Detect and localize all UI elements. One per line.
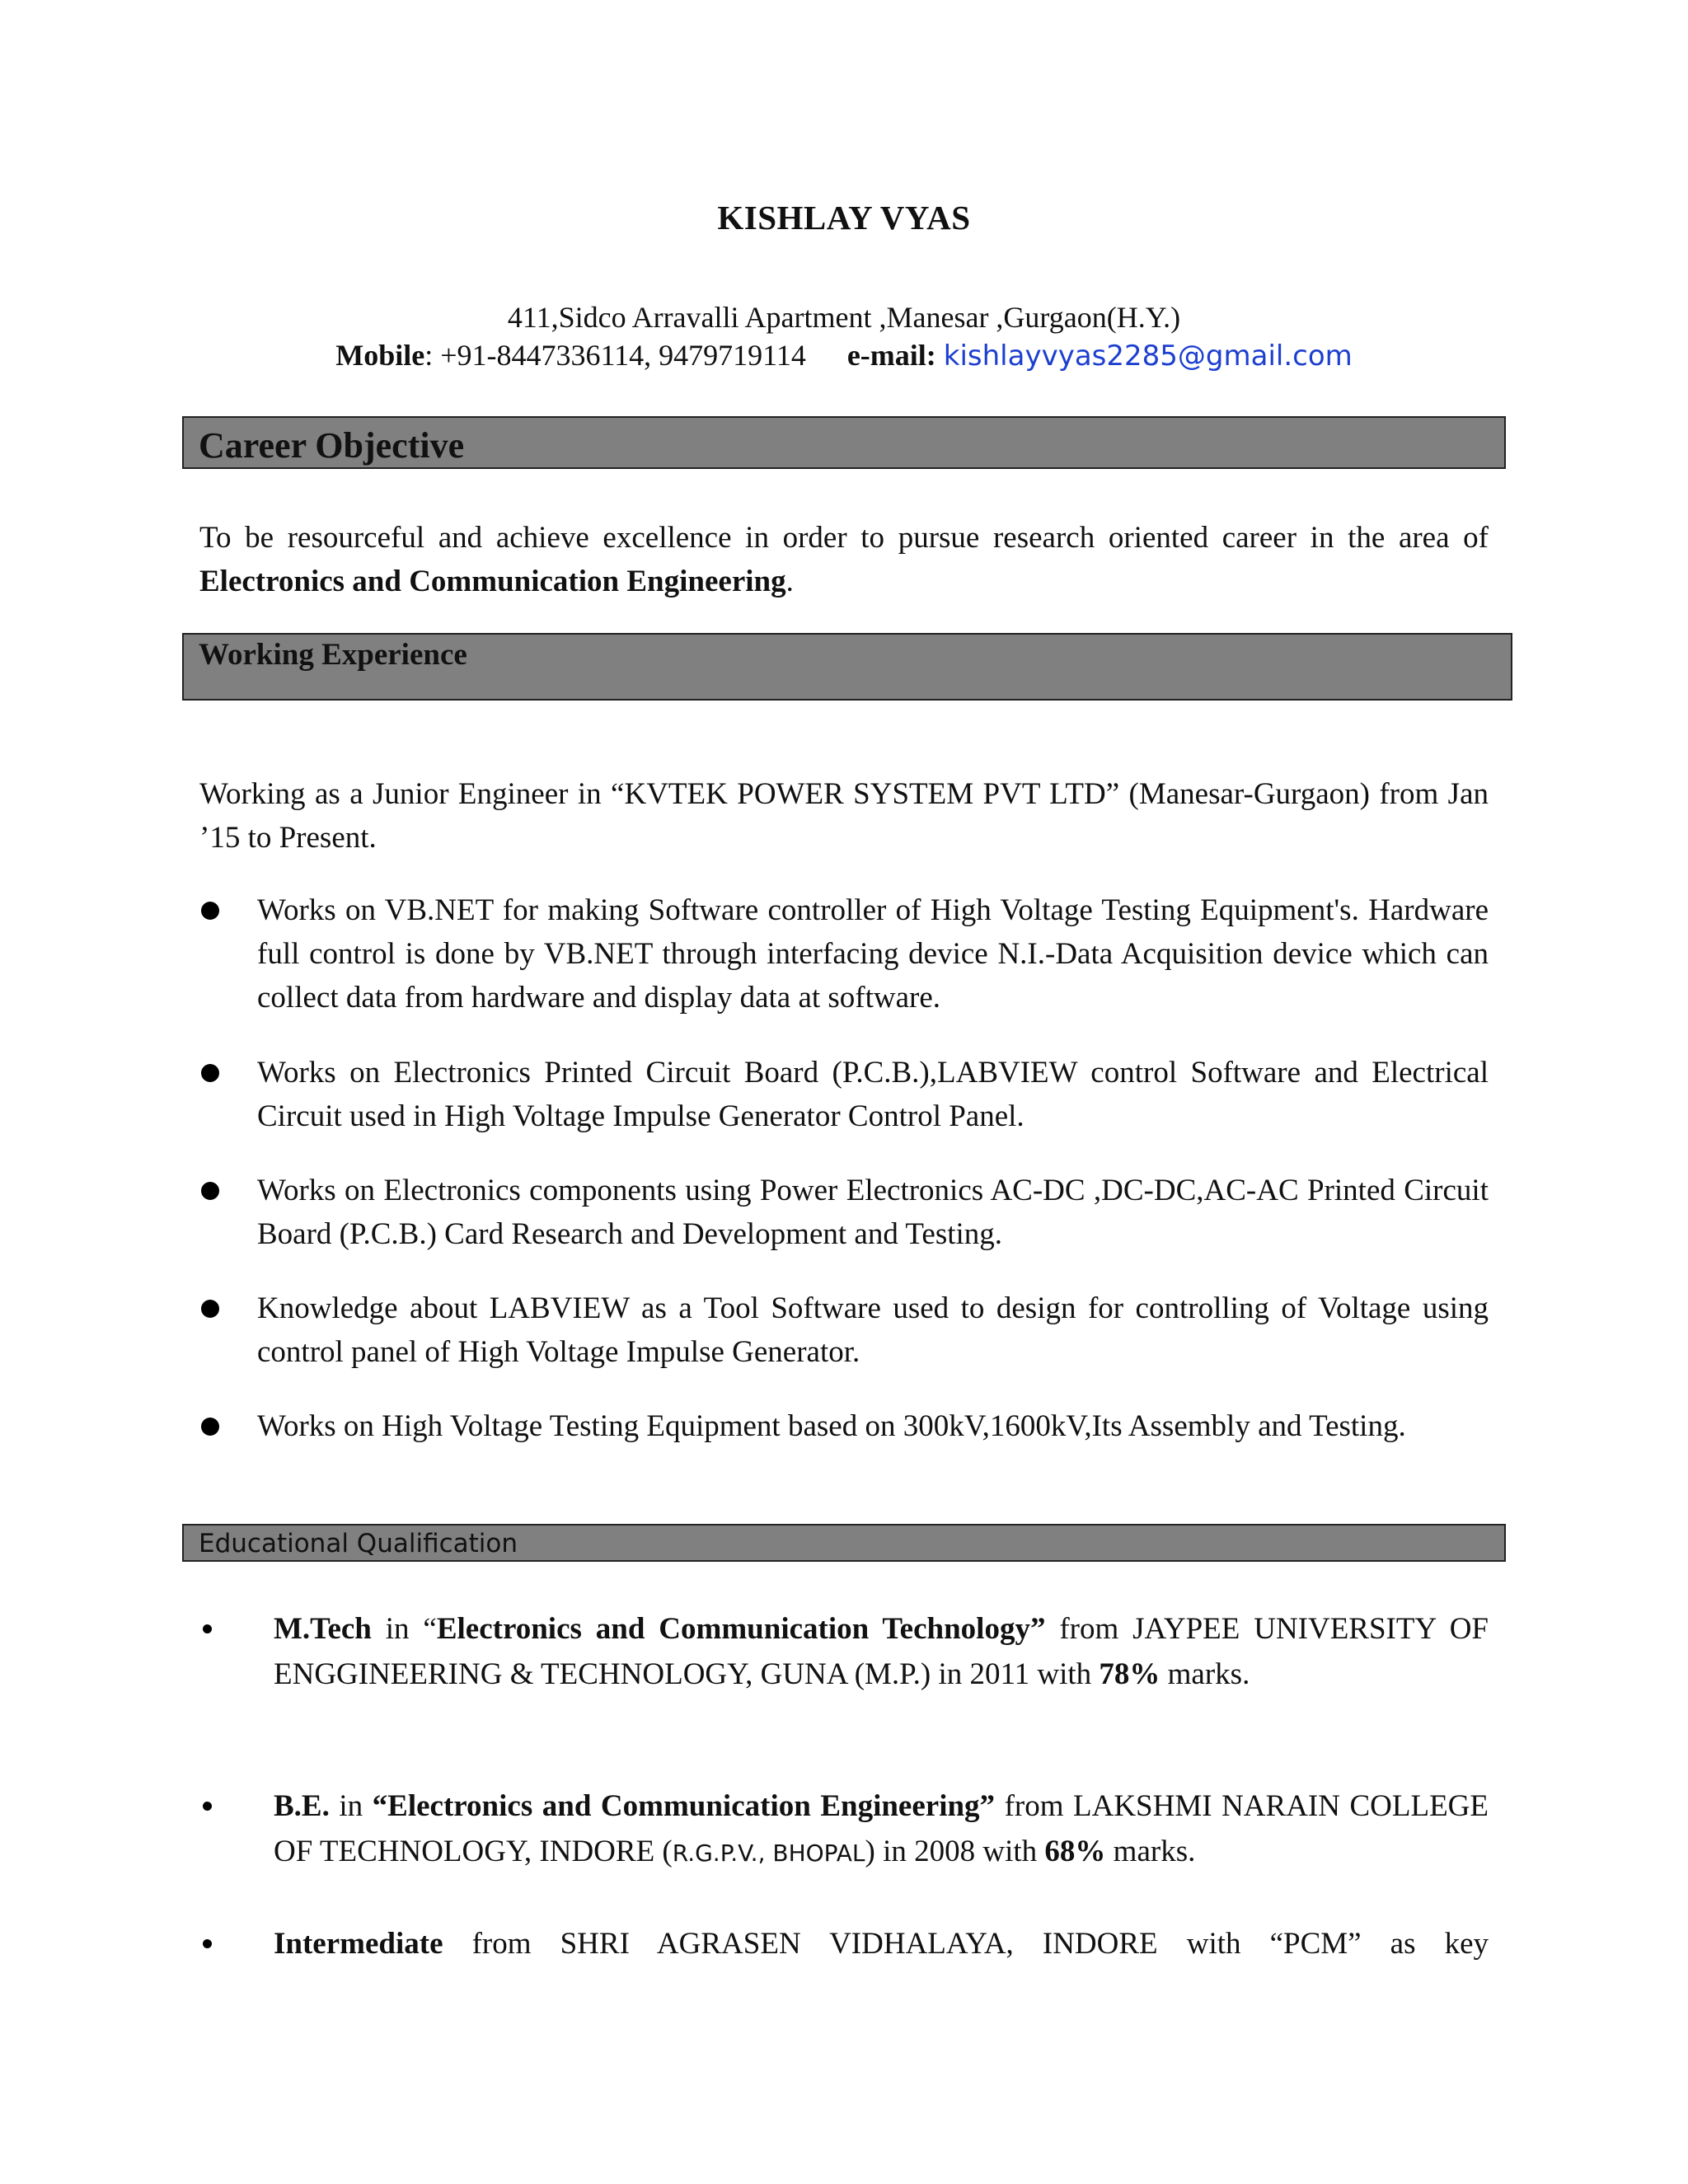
- education-text: B.E. in “Electronics and Communication Engineering” from LAKSHMI NARAIN COLLEGE OF TECHNOLOGY, INDORE (R.G.P.V., BHOPAL) in 2008 with 68% marks.: [274, 1789, 1489, 1868]
- mobile-number: : +91-8447336114, 9479719114: [424, 339, 806, 372]
- email-address[interactable]: kishlayvyas2285@gmail.com: [943, 340, 1353, 373]
- career-objective-heading: Career Objective: [199, 425, 465, 466]
- bullet-icon: [203, 1624, 212, 1633]
- candidate-name: KISHLAY VYAS: [717, 199, 971, 237]
- mobile-label: Mobile: [335, 339, 425, 372]
- bullet-icon: [201, 1182, 219, 1200]
- bullet-icon: [203, 1939, 212, 1948]
- bullet-text: Works on High Voltage Testing Equipment based on 300kV,1600kV,Its Assembly and Testing.: [257, 1409, 1406, 1443]
- bullet-icon: [203, 1802, 212, 1811]
- bullet-icon: [201, 1300, 219, 1318]
- career-objective-text: To be resourceful and achieve excellence in order to pursue research oriented career in the area of Electronics and Communication Engineering.: [199, 521, 1489, 598]
- email-label: e-mail:: [846, 339, 936, 372]
- working-experience-heading-bar: [182, 633, 1512, 701]
- career-objective-heading-bar: [182, 416, 1506, 469]
- bullet-text: Works on Electronics components using Power Electronics AC-DC ,DC-DC,AC-AC Printed Circuit Board (P.C.B.) Card Research and Development and Testing.: [257, 1174, 1489, 1251]
- objective-field: Electronics and Communication Engineering: [199, 565, 786, 598]
- address-line: 411,Sidco Arravalli Apartment ,Manesar ,Gurgaon(H.Y.): [507, 301, 1181, 334]
- contact-line: [0, 338, 1688, 373]
- working-experience-heading: Working Experience: [199, 638, 467, 672]
- education-text: Intermediate from SHRI AGRASEN VIDHALAYA, INDORE with “PCM” as key: [274, 1927, 1489, 1961]
- bullet-text: Works on VB.NET for making Software controller of High Voltage Testing Equipment's. Hardware full control is done by VB.NET through interfacing device N.I.-Data Acquisition device which can collect data from hardware and display data at software.: [257, 893, 1489, 1015]
- education-heading: Educational Qualification: [199, 1529, 518, 1558]
- bullet-text: Knowledge about LABVIEW as a Tool Software used to design for controlling of Voltage using control panel of High Voltage Impulse Generator.: [257, 1291, 1489, 1369]
- bullet-icon: [201, 1064, 219, 1082]
- education-heading-bar: [182, 1524, 1506, 1562]
- bullet-text: Works on Electronics Printed Circuit Board (P.C.B.),LABVIEW control Software and Electrical Circuit used in High Voltage Impulse Generator Control Panel.: [257, 1056, 1489, 1133]
- work-intro: Working as a Junior Engineer in “KVTEK POWER SYSTEM PVT LTD” (Manesar-Gurgaon) from Jan ’15 to Present.: [199, 777, 1489, 855]
- education-text: M.Tech in “Electronics and Communication Technology” from JAYPEE UNIVERSITY OF ENGGINEERING & TECHNOLOGY, GUNA (M.P.) in 2011 with 78% marks.: [274, 1612, 1489, 1691]
- bullet-icon: [201, 1418, 219, 1436]
- bullet-icon: [201, 902, 219, 920]
